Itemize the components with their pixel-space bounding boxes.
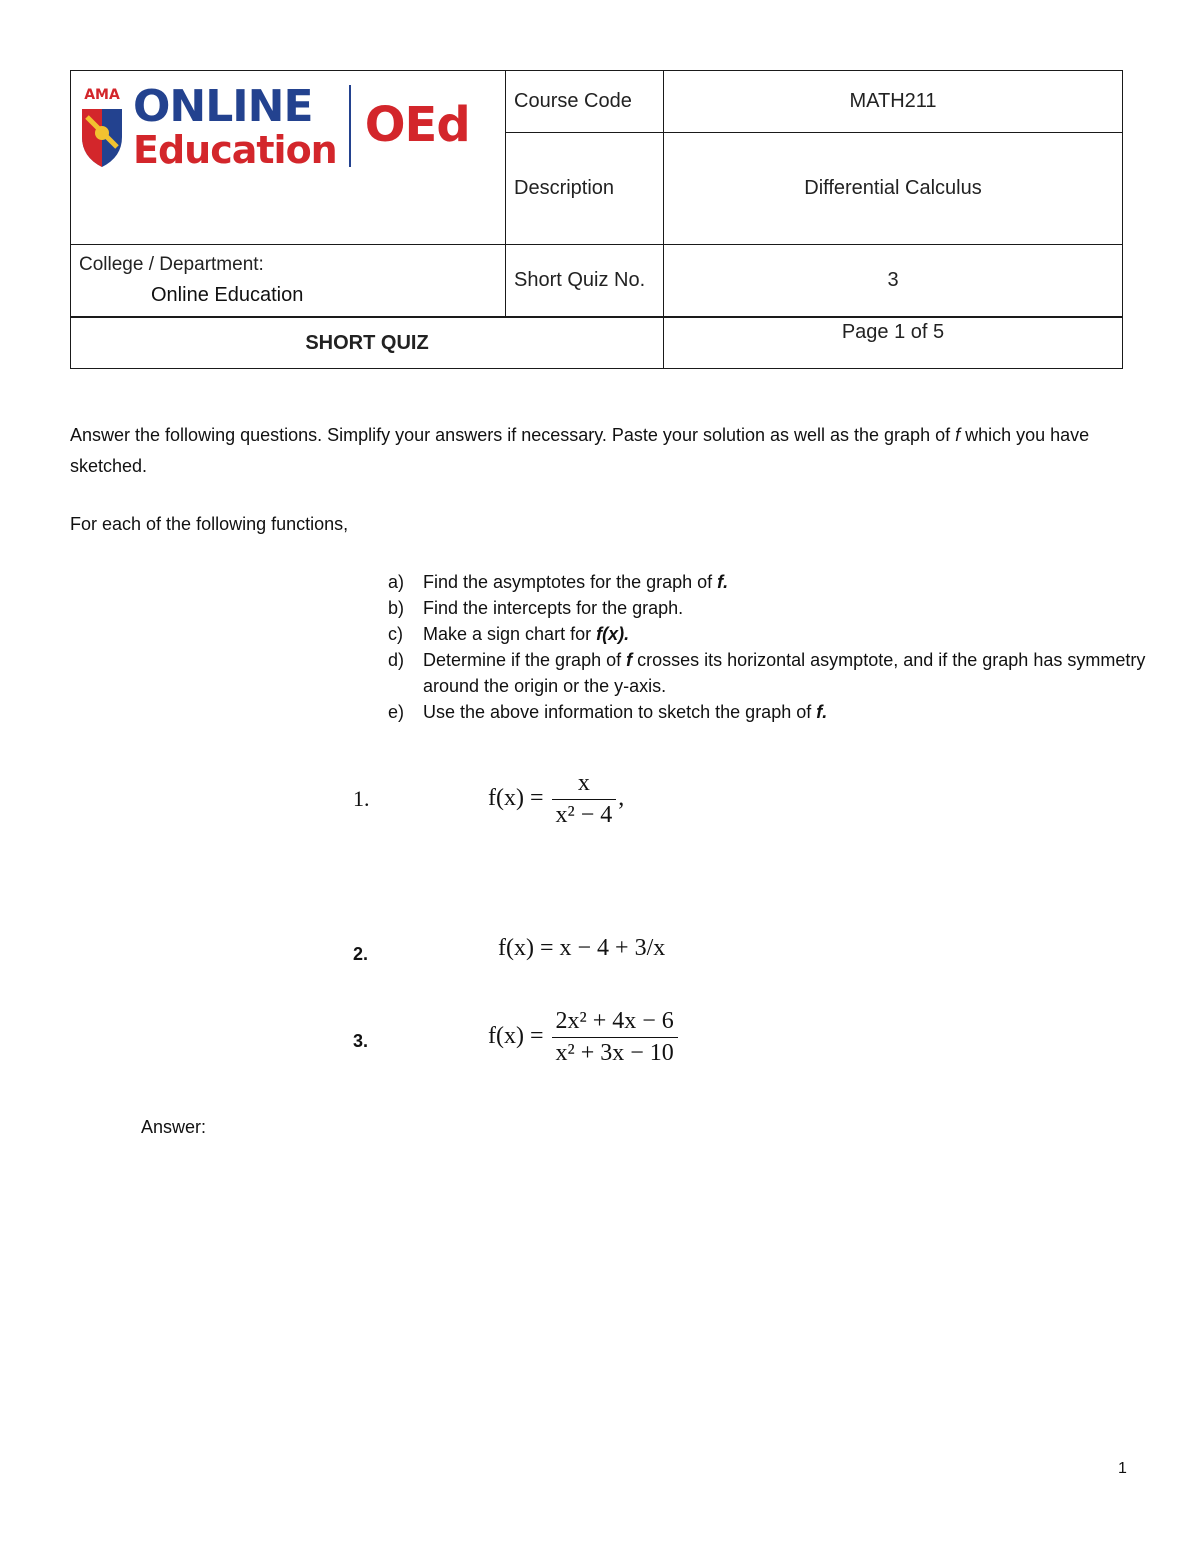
formula-fraction <box>552 1008 678 1067</box>
formula-fraction <box>552 770 617 829</box>
task-letter: a) <box>388 572 405 592</box>
department-cell <box>71 244 506 317</box>
quiz-no-label: Short Quiz No. <box>506 244 664 317</box>
problem-formula: f(x) = x − 4 + 3/x <box>498 935 666 961</box>
formula-numerator: x <box>577 770 590 796</box>
description-value: Differential Calculus <box>664 133 1123 244</box>
department-value: Online Education <box>151 283 304 306</box>
formula-denominator: x² + 3x − 10 <box>552 1037 678 1067</box>
formula-suffix: , <box>618 785 625 812</box>
department-label: College / Department: <box>79 253 264 275</box>
task-text: Determine if the graph of <box>423 650 627 670</box>
description-label: Description <box>506 133 664 244</box>
instructions-main <box>70 420 1122 482</box>
task-letter: c) <box>388 624 403 644</box>
problem-number: 2. <box>353 944 369 964</box>
problem-formula <box>488 770 624 829</box>
problem-number: 3. <box>353 1031 369 1051</box>
course-code-label: Course Code <box>506 71 664 133</box>
logo-shield-text: AMA <box>84 87 120 103</box>
task-text: Find the asymptotes for the graph of <box>423 572 718 592</box>
header-table <box>70 70 1123 369</box>
task-letter: d) <box>388 650 405 670</box>
task-text: Find the intercepts for the graph. <box>423 598 684 618</box>
task-tail: . <box>723 572 729 592</box>
task-emphasis: f <box>816 702 823 722</box>
course-code-value: MATH211 <box>664 71 1123 133</box>
quiz-no-value: 3 <box>664 244 1123 317</box>
logo-mark: OEd <box>364 97 470 153</box>
quiz-title: SHORT QUIZ <box>71 317 664 368</box>
task-letter: e) <box>388 702 405 722</box>
task-tail: . <box>624 624 630 644</box>
page-number: 1 <box>1118 1460 1127 1477</box>
task-list <box>388 569 1148 725</box>
list-item <box>388 621 1148 647</box>
task-text: Make a sign chart for <box>423 624 597 644</box>
problem-number: 1. <box>353 786 370 811</box>
instructions-main-before: Answer the following questions. Simplify your answers if necessary. Paste your solution as well as the graph of <box>70 425 956 445</box>
task-emphasis: f <box>626 650 633 670</box>
logo-cell <box>71 71 506 245</box>
list-item <box>388 595 1148 621</box>
task-text: Use the above information to sketch the graph of <box>423 702 817 722</box>
formula-lhs: f(x) = <box>488 1023 544 1050</box>
instructions-main-after: which you have sketched. <box>70 425 1090 476</box>
instructions-main-var: f <box>955 425 961 445</box>
task-emphasis: f <box>717 572 724 592</box>
formula-lhs: f(x) = <box>488 785 544 812</box>
page-info: Page 1 of 5 <box>664 317 1123 368</box>
formula-numerator: 2x² + 4x − 6 <box>555 1008 674 1034</box>
task-letter: b) <box>388 598 405 618</box>
logo-brand-bottom: Education <box>133 128 337 172</box>
logo-brand-top: ONLINE <box>133 81 313 132</box>
task-tail: . <box>822 702 828 722</box>
problem-formula <box>488 1008 680 1067</box>
shield-icon <box>79 85 125 169</box>
list-item <box>388 699 1148 725</box>
task-emphasis: f(x) <box>596 624 625 644</box>
formula-denominator: x² − 4 <box>552 799 617 829</box>
list-item <box>388 569 1148 595</box>
institution-logo <box>79 81 497 172</box>
list-item <box>388 647 1148 699</box>
logo-divider <box>349 85 351 167</box>
instructions-lead: For each of the following functions, <box>70 514 349 534</box>
answer-label: Answer: <box>141 1117 207 1137</box>
task-tail: crosses its horizontal asymptote, and if the graph has symmetry around the origin or the y-axis. <box>423 650 1146 696</box>
